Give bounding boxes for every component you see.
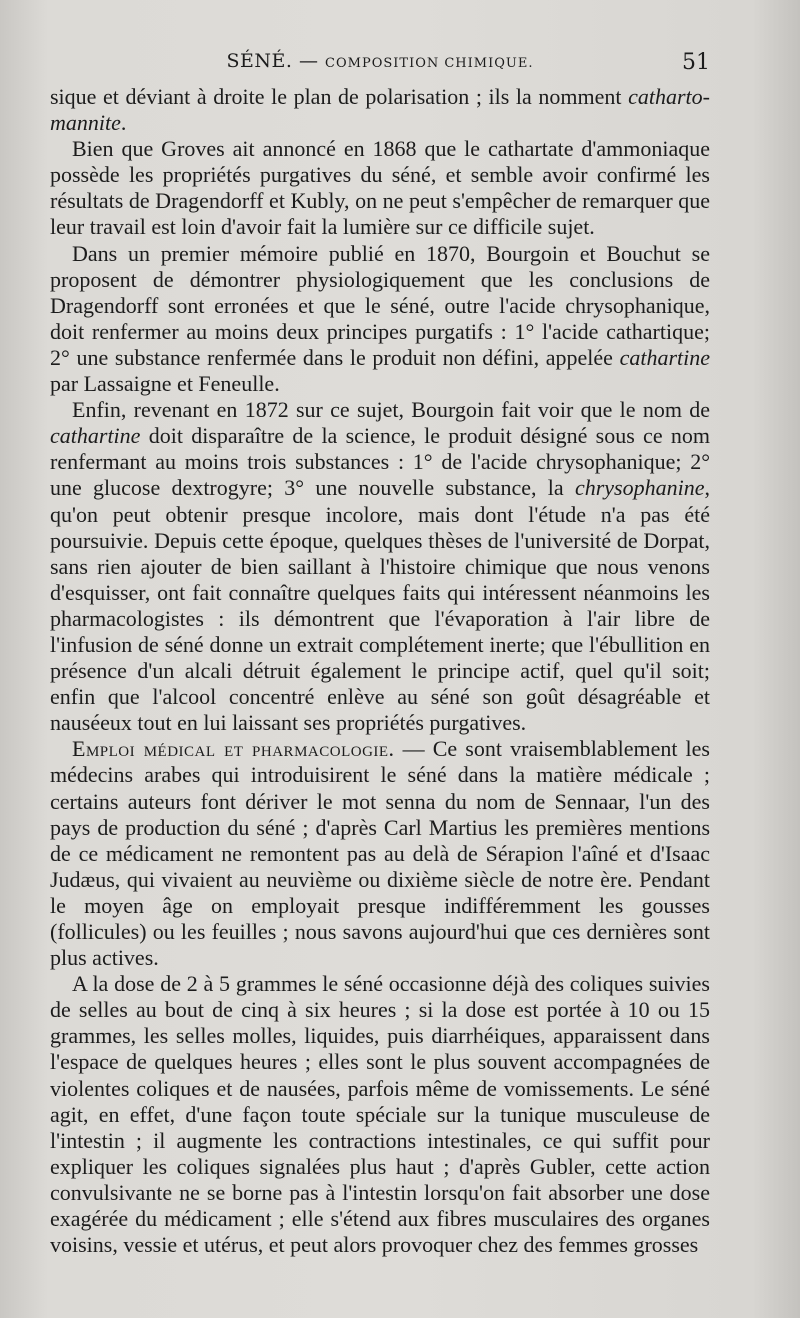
paragraph-3: [50, 241, 710, 398]
paragraph-3-tail: par Lassaigne et Feneulle.: [50, 371, 280, 397]
paragraph-1-tail: .: [120, 110, 127, 136]
page-number: 51: [682, 50, 710, 75]
running-head-title: SÉNÉ.: [226, 50, 293, 72]
page-header: [50, 48, 710, 78]
paragraph-1-text: sique et déviant à droite le plan de polarisation ; ils la nomment: [50, 84, 629, 109]
paragraph-5-text: — Ce sont vraisemblablement les médecins arabes qui introduisirent le séné dans la matière médicale ; certains auteurs font dériver le mot senna du nom de Sennaar, l'un des pays de production du séné ; d'après Carl Martius les premières mentions de ce médicament ne remontent pas au delà de Sérapion l'aîné et d'Isaac Judæus, qui vivaient au neuvième ou dixième siècle de notre ère. Pendant le moyen âge on employait presque indifféremment les gousses (follicules) ou les feuilles ; nous savons aujourd'hui que ces dernières sont plus actives.: [50, 736, 710, 971]
paragraph-1-italic: catharto-mannite: [50, 84, 710, 136]
body-text: [50, 84, 710, 1258]
running-head-dash: —: [298, 50, 319, 72]
running-head-section: COMPOSITION CHIMIQUE.: [325, 56, 534, 71]
paragraph-4-text-c: , qu'on peut obtenir presque incolore, mais dont l'étude n'a pas été poursuivie. Depuis cette époque, quelques thèses de l'université de Dorpat, sans rien ajouter de bien saillant à l'histoire chimique que nous venons d'esquisser, ont fait connaître quelques faits qui intéressent néanmoins les pharmacologistes : ils démontrent que l'évaporation à l'air libre de l'infusion de séné donne un extrait complétement inerte; que l'ébullition en présence d'un alcali détruit également le principe actif, quel qu'il soit; enfin que l'alcool concentré enlève au séné son goût désagréable et nauséeux tout en lui laissant ses propriétés purgatives.: [50, 475, 710, 736]
paragraph-2: Bien que Groves ait annoncé en 1868 que le cathartate d'ammoniaque possède les propriétés purgatives du séné, et semble avoir confirmé les résultats de Dragendorff et Kubly, on ne peut s'empêcher de remarquer que leur travail est loin d'avoir fait la lumière sur ce difficile sujet.: [50, 136, 710, 240]
paragraph-6: A la dose de 2 à 5 grammes le séné occasionne déjà des coliques suivies de selles au bout de cinq à six heures ; si la dose est portée à 10 ou 15 grammes, les selles molles, liquides, puis diarrhéiques, apparaissent dans l'espace de quelques heures ; elles sont le plus souvent accompagnées de violentes coliques et de nausées, parfois même de vomissements. Le séné agit, en effet, d'une façon toute spéciale sur la tunique musculeuse de l'intestin ; il augmente les contractions intestinales, ce qui suffit pour expliquer les coliques signalées plus haut ; d'après Gubler, cette action convulsivante ne se borne pas à l'intestin lorsqu'on fait absorber une dose exagérée du médicament ; elle s'étend aux fibres musculaires des organes voisins, vessie et utérus, et peut alors provoquer chez des femmes grosses: [50, 971, 710, 1258]
paragraph-4-text-a: Enfin, revenant en 1872 sur ce sujet, Bourgoin fait voir que le nom de: [72, 397, 710, 423]
paragraph-4-text-b: doit disparaître de la science, le produit désigné sous ce nom renfermant au moins trois substances : 1° de l'acide chrysophanique; 2° une glucose dextrogyre; 3° une nouvelle substance, la: [50, 423, 710, 501]
paragraph-4: [50, 397, 710, 736]
paragraph-5: [50, 736, 710, 971]
running-head: [50, 50, 710, 72]
paragraph-4-italic-a: cathartine: [50, 423, 141, 449]
paragraph-3-italic: cathartine: [619, 344, 710, 370]
paragraph-3-text: Dans un premier mémoire publié en 1870, Bourgoin et Bouchut se proposent de démontrer physiologiquement que les conclusions de Dragendorff sont erronées et que le séné, outre l'acide chrysophanique, doit renfermer au moins deux principes purgatifs : 1° l'acide cathartique; 2° une substance renfermée dans le produit non défini, appelée: [50, 240, 710, 370]
paragraph-1: [50, 84, 710, 136]
section-heading: Emploi médical et pharmacologie.: [72, 736, 395, 762]
paragraph-4-italic-b: chrysophanine: [574, 475, 705, 501]
